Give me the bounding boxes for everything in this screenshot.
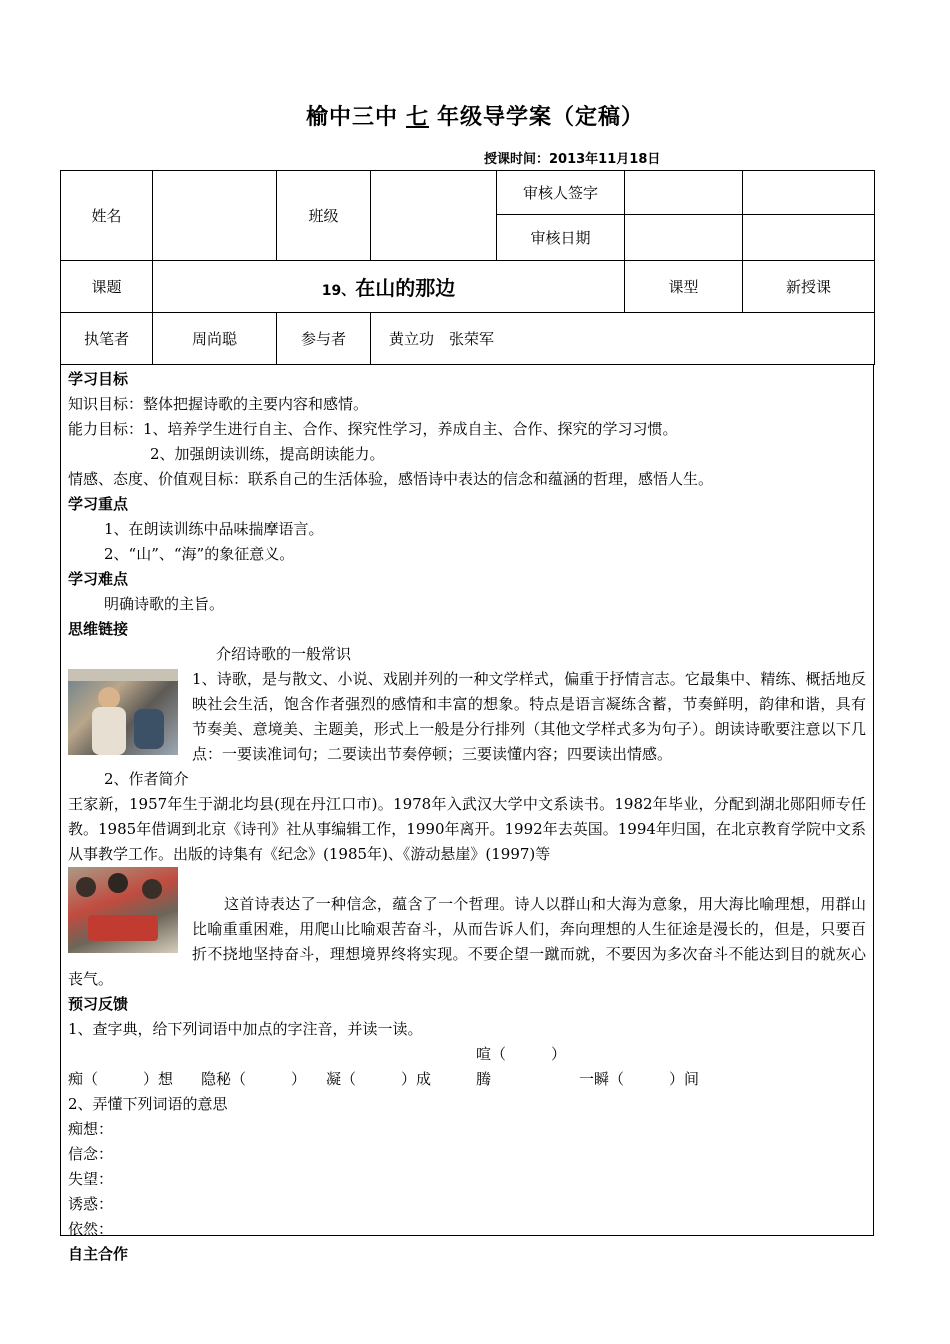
term-5: 依然：: [68, 1220, 114, 1238]
class-label: 班级: [277, 171, 371, 261]
reviewer-extra-field[interactable]: [743, 171, 875, 215]
term-1: 痴想：: [68, 1120, 114, 1138]
objective-ability-2: 2、加强朗读训练，提高朗读能力。: [150, 445, 385, 463]
preview-q2: 2、弄懂下列词语的意思: [68, 1095, 228, 1113]
name-label: 姓名: [61, 171, 153, 261]
collab-heading: 自主合作: [68, 1245, 129, 1263]
author-value: 周尚聪: [153, 313, 277, 365]
author-heading: 2、作者简介: [104, 770, 189, 788]
preview-q1: 1、查字典，给下列词语中加点的字注音，并读一读。: [68, 1020, 423, 1038]
objective-emotion: 情感、态度、价值观目标：联系自己的生活体验，感悟诗中表达的信念和蕴涵的哲理，感悟人生。: [68, 470, 714, 488]
objective-knowledge: 知识目标：整体把握诗歌的主要内容和感情。: [68, 395, 369, 413]
vocab-word-4: 喧（ ）腾: [476, 1045, 567, 1088]
objectives-heading: 学习目标: [68, 370, 129, 388]
term-2: 信念：: [68, 1145, 114, 1163]
review-date-field[interactable]: [625, 215, 743, 261]
term-4: 诱惑：: [68, 1195, 114, 1213]
lesson-name: 在山的那边: [355, 276, 456, 300]
key-points-heading: 学习重点: [68, 495, 129, 513]
content-body: [68, 367, 866, 1267]
type-label: 课型: [625, 261, 743, 313]
lesson-date: 授课时间：2013年11月18日: [484, 152, 661, 167]
name-field[interactable]: [153, 171, 277, 261]
document-title: [0, 100, 950, 131]
key-point-1: 1、在朗读训练中品味揣摩语言。: [104, 520, 324, 538]
author-label: 执笔者: [61, 313, 153, 365]
author-bio: 王家新，1957年生于湖北均县(现在丹江口市)。1978年入武汉大学中文系读书。1982年毕业，分配到湖北郧阳师专任教。1985年借调到北京《诗刊》社从事编辑工作，1990年离开。1992年去英国。1994年归国，在北京教育学院中文系从事教学工作。出版的诗集有《纪念》(1985年)、《游动悬崖》(1997)等: [68, 795, 866, 863]
school-name: 榆中三中: [305, 105, 398, 130]
term-3: 失望：: [68, 1170, 114, 1188]
lesson-title: [153, 261, 625, 313]
poem-theme: 这首诗表达了一种信念，蕴含了一个哲理。诗人以群山和大海为意象，用大海比喻理想，用群山比喻重重困难，用爬山比喻艰苦奋斗，从而告诉人们，奔向理想的人生征途是漫长的，但是，只要百折不挠地坚持奋斗，理想境界终将实现。不要企望一蹴而就，不要因为多次奋斗不能达到目的就灰心丧气。: [68, 895, 866, 988]
difficulty-item: 明确诗歌的主旨。: [104, 595, 225, 613]
objective-ability-1: 能力目标：1、培养学生进行自主、合作、探究性学习，养成自主、合作、探究的学习习惯。: [68, 420, 678, 438]
type-value: 新授课: [743, 261, 875, 313]
key-point-2: 2、“山”、“海”的象征意义。: [104, 545, 295, 563]
vocab-row: [68, 1042, 866, 1092]
topic-label: 课题: [61, 261, 153, 313]
review-date-label: 审核日期: [497, 215, 625, 261]
content-box: [60, 364, 874, 1263]
reviewer-field[interactable]: [625, 171, 743, 215]
difficulties-heading: 学习难点: [68, 570, 129, 588]
header-table: [60, 170, 875, 365]
class-field[interactable]: [371, 171, 497, 261]
lesson-number: 19、: [321, 283, 356, 299]
vocab-word-3: 凝（ ）成: [326, 1070, 432, 1088]
vocab-word-1: 痴（ ）想: [68, 1070, 174, 1088]
group-discussion-photo: [68, 867, 178, 953]
poetry-knowledge: 1、诗歌，是与散文、小说、戏剧并列的一种文学样式，偏重于抒情言志。它最集中、精练、概括地反映社会生活，饱含作者强烈的感情和丰富的想象。特点是语言凝练含蓄，节奏鲜明，韵律和谐，具有节奏美、意境美、主题美，形式上一般是分行排列（其他文学样式多为句子）。朗读诗歌要注意以下几点：一要读准词句；二要读出节奏停顿；三要读懂内容；四要读出情感。: [192, 670, 866, 763]
title-suffix: 年级导学案（定稿）: [437, 105, 645, 130]
preview-heading: 预习反馈: [68, 995, 129, 1013]
participants-label: 参与者: [277, 313, 371, 365]
vocab-word-2: 隐秘（ ）: [201, 1070, 307, 1088]
vocab-word-5: 一瞬（ ）间: [579, 1070, 700, 1088]
thinking-heading: 思维链接: [68, 620, 129, 638]
reviewer-label: 审核人签字: [497, 171, 625, 215]
grade-value: 七: [405, 105, 429, 130]
thinking-intro: 介绍诗歌的一般常识: [216, 645, 352, 663]
classroom-photo: [68, 669, 178, 755]
review-date-extra-field[interactable]: [743, 215, 875, 261]
participants-value: 黄立功 张荣军: [371, 313, 875, 365]
